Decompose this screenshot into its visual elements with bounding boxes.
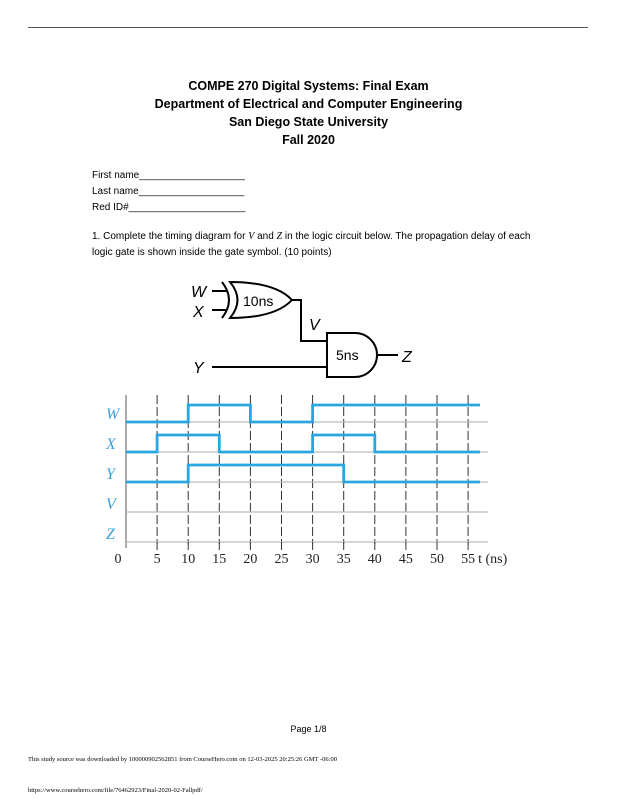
question-var-z: Z — [276, 231, 283, 242]
question-text-a: 1. Complete the timing diagram for — [92, 231, 249, 242]
logic-circuit — [212, 282, 398, 377]
and-delay-label: 5ns — [336, 347, 359, 363]
red-id-field: Red ID#_____________________ — [92, 202, 246, 213]
xor-delay-label: 10ns — [243, 293, 274, 309]
tick-label-15: 15 — [212, 552, 227, 567]
time-unit-label: t (ns) — [478, 552, 508, 567]
source-url: https://www.coursehero.com/file/76462923/Final-2020-02-Fallpdf/ — [28, 787, 203, 794]
tick-label-40: 40 — [367, 552, 382, 567]
x-input-label: X — [193, 304, 204, 321]
signal-label-w: W — [106, 406, 120, 423]
question-text-b: and — [254, 231, 277, 242]
tick-label-50: 50 — [430, 552, 444, 567]
tick-label-30: 30 — [305, 552, 320, 567]
tick-label-45: 45 — [398, 552, 413, 567]
exam-title: COMPE 270 Digital Systems: Final Exam — [188, 79, 429, 93]
signal-label-y: Y — [106, 466, 115, 483]
department: Department of Electrical and Computer Engineering — [154, 97, 463, 111]
xor-gate-extra-arc — [222, 282, 229, 318]
last-name-field: Last name___________________ — [92, 186, 245, 197]
page-number: Page 1/8 — [290, 724, 327, 734]
waveform-w — [126, 405, 480, 422]
tick-label-25: 25 — [274, 552, 289, 567]
y-input-label: Y — [193, 360, 204, 377]
tick-label-0: 0 — [114, 552, 122, 567]
question-var-v: V — [248, 231, 255, 242]
tick-label-20: 20 — [243, 552, 258, 567]
term: Fall 2020 — [282, 133, 335, 147]
university: San Diego State University — [228, 115, 389, 129]
waveform-y — [126, 465, 480, 482]
question-text-c: in the logic circuit below. The propagation delay of each logic gate is shown inside the gate symbol. (10 points) — [92, 231, 531, 258]
signal-label-v: V — [106, 496, 116, 513]
v-wire-label: V — [309, 317, 320, 334]
signal-label-z: Z — [106, 526, 115, 543]
signal-label-x: X — [106, 436, 116, 453]
tick-label-5: 5 — [153, 552, 161, 567]
timing-diagram — [105, 395, 508, 567]
tick-label-55: 55 — [461, 552, 476, 567]
tick-label-10: 10 — [181, 552, 196, 567]
first-name-field: First name___________________ — [92, 170, 245, 181]
waveform-x — [126, 435, 480, 452]
w-input-label: W — [191, 284, 207, 301]
tick-label-35: 35 — [336, 552, 351, 567]
download-notice: This study source was downloaded by 100000902562851 from CourseHero.com on 12-03-2025 20:25:26 GMT -06:00 — [28, 756, 337, 763]
z-output-label: Z — [402, 349, 412, 366]
